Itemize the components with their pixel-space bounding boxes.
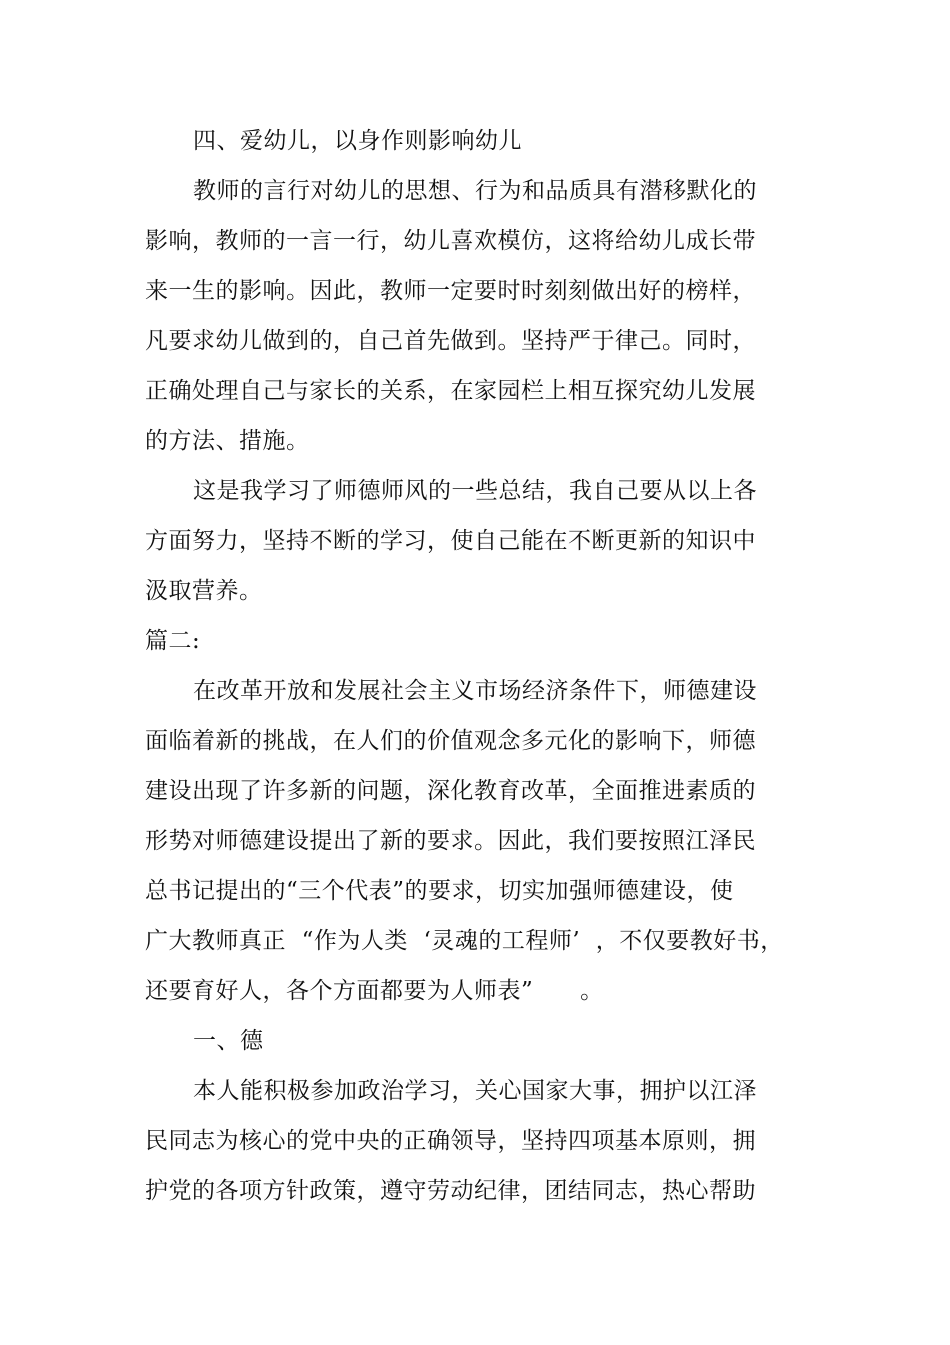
paragraph-line: 形势对师德建设提出了新的要求。因此，我们要按照江泽民 [145, 828, 756, 854]
paragraph-line: 民同志为核心的党中央的正确领导，坚持四项基本原则，拥 [145, 1128, 756, 1154]
paragraph-line: 总书记提出的“三个代表”的要求，切实加强师德建设，使 [145, 878, 734, 904]
paragraph-line: 这是我学习了师德师风的一些总结，我自己要从以上各 [193, 478, 757, 504]
paragraph-line: 在改革开放和发展社会主义市场经济条件下，师德建设 [193, 678, 757, 704]
paragraph-line: 方面努力，坚持不断的学习，使自己能在不断更新的知识中 [145, 528, 756, 554]
paragraph-line: 影响，教师的一言一行，幼儿喜欢模仿，这将给幼儿成长带 [145, 228, 756, 254]
paragraph-line: 护党的各项方针政策，遵守劳动纪律，团结同志，热心帮助 [145, 1178, 756, 1204]
paragraph-line: 的方法、措施。 [145, 428, 310, 454]
part-heading: 篇二: [145, 628, 201, 654]
paragraph-line: 广大教师真正 “作为人类 ‘灵魂的工程师’ ，不仅要教好书， [145, 928, 784, 954]
paragraph-line: 本人能积极参加政治学习，关心国家大事，拥护以江泽 [193, 1078, 757, 1104]
paragraph-line: 教师的言行对幼儿的思想、行为和品质具有潜移默化的 [193, 178, 757, 204]
paragraph-line: 还要育好人，各个方面都要为人师表” 。 [145, 978, 604, 1004]
paragraph-line: 面临着新的挑战，在人们的价值观念多元化的影响下，师德 [145, 728, 756, 754]
section-heading-four: 四、爱幼儿，以身作则影响幼儿 [193, 128, 522, 154]
paragraph-line: 汲取营养。 [145, 578, 263, 604]
paragraph-line: 来一生的影响。因此，教师一定要时时刻刻做出好的榜样， [145, 278, 756, 304]
paragraph-line: 凡要求幼儿做到的，自己首先做到。坚持严于律己。同时， [145, 328, 756, 354]
section-heading-one: 一、德 [193, 1028, 264, 1054]
paragraph-line: 正确处理自己与家长的关系，在家园栏上相互探究幼儿发展 [145, 378, 756, 404]
paragraph-line: 建设出现了许多新的问题，深化教育改革，全面推进素质的 [145, 778, 756, 804]
